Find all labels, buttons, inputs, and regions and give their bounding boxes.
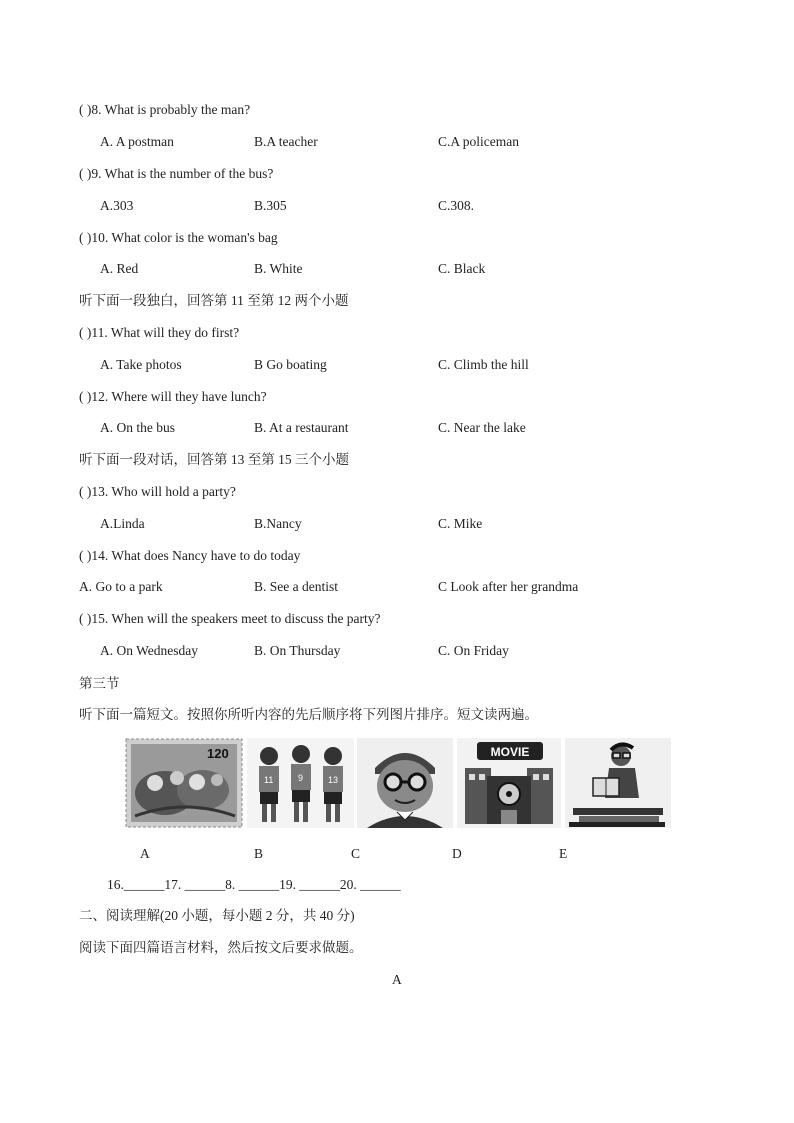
picture-c-man-glasses xyxy=(357,738,453,828)
picture-d-movie-theater xyxy=(457,738,561,828)
picture-a-stamp xyxy=(125,738,243,828)
jersey-9: 9 xyxy=(298,773,304,783)
q11-option-c: C. Climb the hill xyxy=(438,357,529,372)
q13-option-b: B.Nancy xyxy=(254,516,302,531)
q12-option-b: B. At a restaurant xyxy=(254,420,349,435)
question-12-stem: ( )12. Where will they have lunch? xyxy=(79,389,267,404)
question-14-stem: ( )14. What does Nancy have to do today xyxy=(79,548,301,563)
q9-option-a: A.303 xyxy=(100,198,134,213)
jersey-13: 13 xyxy=(328,775,339,785)
answer-blanks-16-20: 16.______17. ______8. ______19. ______20. ______ xyxy=(107,877,401,892)
q10-option-c: C. Black xyxy=(438,261,486,276)
q8-option-b: B.A teacher xyxy=(254,134,318,149)
question-8-stem: ( )8. What is probably the man? xyxy=(79,102,251,117)
picture-label-a: A xyxy=(140,846,150,861)
stamp-value: 120 xyxy=(207,746,229,761)
q9-option-c: C.308. xyxy=(438,198,475,213)
q15-option-a: A. On Wednesday xyxy=(100,643,199,658)
q8-option-c: C.A policeman xyxy=(438,134,519,149)
q14-option-c: C Look after her grandma xyxy=(438,579,579,594)
q12-option-a: A. On the bus xyxy=(100,420,175,435)
q12-option-c: C. Near the lake xyxy=(438,420,526,435)
section-3-title: 第三节 xyxy=(79,676,120,691)
q15-option-b: B. On Thursday xyxy=(254,643,341,658)
section-3-instruction: 听下面一篇短文。按照你所听内容的先后顺序将下列图片排序。短文读两遍。 xyxy=(79,707,538,722)
q8-option-a: A. A postman xyxy=(100,134,174,149)
question-13-stem: ( )13. Who will hold a party? xyxy=(79,484,236,499)
question-11-stem: ( )11. What will they do first? xyxy=(79,325,240,340)
question-15-stem: ( )15. When will the speakers meet to discuss the party? xyxy=(79,611,381,626)
question-9-stem: ( )9. What is the number of the bus? xyxy=(79,166,274,181)
picture-label-b: B xyxy=(254,846,264,861)
q13-option-a: A.Linda xyxy=(100,516,145,531)
picture-e-reading xyxy=(565,738,671,828)
question-10-stem: ( )10. What color is the woman's bag xyxy=(79,230,278,245)
part-2-title: 二、阅读理解(20 小题，每小题 2 分，共 40 分) xyxy=(79,908,355,923)
jersey-11: 11 xyxy=(264,775,274,785)
picture-label-c: C xyxy=(351,846,361,861)
q10-option-a: A. Red xyxy=(100,261,139,276)
q14-option-a: A. Go to a park xyxy=(79,579,163,594)
q14-option-b: B. See a dentist xyxy=(254,579,338,594)
q13-option-c: C. Mike xyxy=(438,516,483,531)
q10-option-b: B. White xyxy=(254,261,303,276)
picture-label-e: E xyxy=(559,846,568,861)
movie-sign-text: MOVIE xyxy=(490,745,530,759)
q9-option-b: B.305 xyxy=(254,198,287,213)
part-2-instruction: 阅读下面四篇语言材料，然后按文后要求做题。 xyxy=(79,940,363,955)
picture-label-d: D xyxy=(452,846,462,861)
dialogue-instruction: 听下面一段对话，回答第 13 至第 15 三个小题 xyxy=(79,452,349,467)
monologue-instruction: 听下面一段独白，回答第 11 至第 12 两个小题 xyxy=(79,293,349,308)
q11-option-a: A. Take photos xyxy=(100,357,182,372)
passage-label-a: A xyxy=(392,972,402,987)
q15-option-c: C. On Friday xyxy=(438,643,509,658)
picture-b-players xyxy=(247,738,354,828)
q11-option-b: B Go boating xyxy=(254,357,327,372)
